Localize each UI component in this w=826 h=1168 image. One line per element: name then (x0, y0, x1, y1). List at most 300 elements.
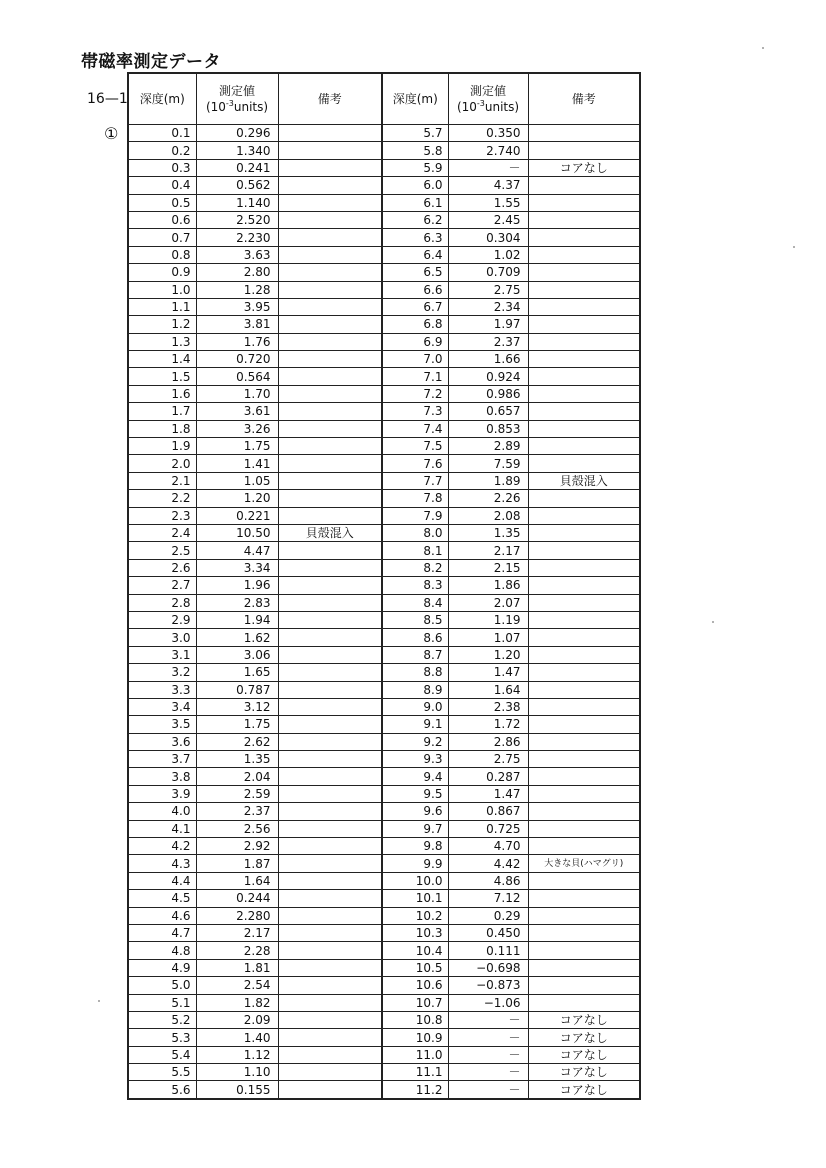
note-cell (278, 142, 382, 159)
note-cell (278, 1081, 382, 1099)
value-cell: 1.82 (196, 994, 278, 1011)
note-cell (278, 733, 382, 750)
value-cell: −0.873 (448, 977, 528, 994)
note-cell (528, 611, 640, 628)
value-cell: 1.62 (196, 629, 278, 646)
note-cell (528, 177, 640, 194)
depth-cell: 5.8 (382, 142, 448, 159)
depth-cell: 4.4 (128, 872, 196, 889)
note-cell (278, 594, 382, 611)
value-cell: 0.296 (196, 125, 278, 142)
depth-cell: 6.8 (382, 316, 448, 333)
note-cell (278, 246, 382, 263)
note-cell (528, 142, 640, 159)
scan-speck (98, 1000, 100, 1002)
value-cell: 2.37 (448, 333, 528, 350)
header-depth-left: 深度(m) (128, 73, 196, 125)
note-cell (278, 890, 382, 907)
depth-cell: 9.7 (382, 820, 448, 837)
depth-cell: 0.3 (128, 159, 196, 176)
depth-cell: 8.8 (382, 664, 448, 681)
depth-cell: 3.0 (128, 629, 196, 646)
note-cell (278, 298, 382, 315)
depth-cell: 6.2 (382, 211, 448, 228)
table-row (128, 333, 640, 350)
value-cell: 0.29 (448, 907, 528, 924)
value-cell: 1.75 (196, 716, 278, 733)
depth-cell: 9.8 (382, 838, 448, 855)
depth-cell: 4.8 (128, 942, 196, 959)
value-cell: 2.17 (448, 542, 528, 559)
value-cell: 1.47 (448, 785, 528, 802)
table-row (128, 1046, 640, 1063)
note-cell (528, 803, 640, 820)
depth-cell: 4.2 (128, 838, 196, 855)
value-cell: 3.34 (196, 559, 278, 576)
value-cell: 0.350 (448, 125, 528, 142)
table-row (128, 942, 640, 959)
value-cell: 1.55 (448, 194, 528, 211)
value-cell: 1.20 (196, 490, 278, 507)
depth-cell: 6.9 (382, 333, 448, 350)
value-cell: 1.75 (196, 438, 278, 455)
depth-cell: 1.1 (128, 298, 196, 315)
value-cell: 2.86 (448, 733, 528, 750)
value-cell: － (448, 1011, 528, 1028)
note-cell (278, 611, 382, 628)
depth-cell: 0.8 (128, 246, 196, 263)
table-row (128, 785, 640, 802)
depth-cell: 1.2 (128, 316, 196, 333)
depth-cell: 3.3 (128, 681, 196, 698)
depth-cell: 5.1 (128, 994, 196, 1011)
note-cell (278, 438, 382, 455)
note-cell (278, 490, 382, 507)
depth-cell: 10.2 (382, 907, 448, 924)
note-cell: コアなし (528, 159, 640, 176)
note-cell: コアなし (528, 1029, 640, 1046)
table-row (128, 316, 640, 333)
note-cell (278, 751, 382, 768)
depth-cell: 4.1 (128, 820, 196, 837)
note-cell: 貝殻混入 (278, 524, 382, 541)
note-cell: コアなし (528, 1046, 640, 1063)
depth-cell: 10.4 (382, 942, 448, 959)
table-row (128, 455, 640, 472)
table-row (128, 594, 640, 611)
value-cell: 1.05 (196, 472, 278, 489)
note-cell (528, 333, 640, 350)
value-cell: 3.63 (196, 246, 278, 263)
depth-cell: 1.9 (128, 438, 196, 455)
note-cell (528, 977, 640, 994)
note-cell (528, 907, 640, 924)
value-cell: 0.111 (448, 942, 528, 959)
note-cell (528, 524, 640, 541)
table-row (128, 872, 640, 889)
table-row (128, 298, 640, 315)
depth-cell: 2.4 (128, 524, 196, 541)
header-value-left (196, 73, 278, 125)
note-cell (528, 438, 640, 455)
value-cell: 3.95 (196, 298, 278, 315)
note-cell (278, 559, 382, 576)
note-cell (278, 820, 382, 837)
depth-cell: 3.1 (128, 646, 196, 663)
note-cell (278, 403, 382, 420)
value-cell: 0.562 (196, 177, 278, 194)
value-cell: 4.70 (448, 838, 528, 855)
value-cell: 1.35 (196, 751, 278, 768)
note-cell (528, 298, 640, 315)
value-cell: 1.02 (448, 246, 528, 263)
depth-cell: 3.2 (128, 664, 196, 681)
depth-cell: 2.6 (128, 559, 196, 576)
table-row (128, 890, 640, 907)
value-cell: 2.54 (196, 977, 278, 994)
note-cell (528, 959, 640, 976)
table-row (128, 577, 640, 594)
note-cell (278, 194, 382, 211)
depth-cell: 5.6 (128, 1081, 196, 1099)
header-value-unit-post: units) (484, 100, 520, 114)
depth-cell: 8.9 (382, 681, 448, 698)
value-cell: 0.221 (196, 507, 278, 524)
note-cell (278, 768, 382, 785)
depth-cell: 2.1 (128, 472, 196, 489)
scan-speck (762, 47, 764, 49)
note-cell (278, 1011, 382, 1028)
table-row (128, 733, 640, 750)
depth-cell: 1.0 (128, 281, 196, 298)
table-row (128, 820, 640, 837)
value-cell: 1.07 (448, 629, 528, 646)
value-cell: 1.20 (448, 646, 528, 663)
note-cell: 大きな貝(ハマグリ) (528, 855, 640, 872)
table-row (128, 629, 640, 646)
note-cell (528, 507, 640, 524)
depth-cell: 8.2 (382, 559, 448, 576)
depth-cell: 3.5 (128, 716, 196, 733)
header-value-unit-exp: -3 (225, 99, 234, 108)
value-cell: 1.66 (448, 351, 528, 368)
note-cell (528, 316, 640, 333)
table-row (128, 1064, 640, 1081)
value-cell: 1.47 (448, 664, 528, 681)
value-cell: 3.81 (196, 316, 278, 333)
note-cell (278, 368, 382, 385)
value-cell: － (448, 1064, 528, 1081)
note-cell: コアなし (528, 1081, 640, 1099)
value-cell: － (448, 1046, 528, 1063)
table-row (128, 924, 640, 941)
scan-speck (793, 246, 795, 248)
depth-cell: 5.3 (128, 1029, 196, 1046)
depth-cell: 3.6 (128, 733, 196, 750)
note-cell (528, 194, 640, 211)
value-cell: 1.140 (196, 194, 278, 211)
value-cell: 1.19 (448, 611, 528, 628)
header-depth-right: 深度(m) (382, 73, 448, 125)
note-cell (278, 803, 382, 820)
table-row (128, 420, 640, 437)
table-row (128, 229, 640, 246)
note-cell (278, 942, 382, 959)
note-cell (528, 820, 640, 837)
depth-cell: 10.0 (382, 872, 448, 889)
table-row (128, 1011, 640, 1028)
depth-cell: 6.7 (382, 298, 448, 315)
depth-cell: 9.4 (382, 768, 448, 785)
depth-cell: 1.7 (128, 403, 196, 420)
value-cell: 2.75 (448, 281, 528, 298)
note-cell (278, 1046, 382, 1063)
note-cell (278, 316, 382, 333)
depth-cell: 10.1 (382, 890, 448, 907)
note-cell (528, 872, 640, 889)
note-cell (528, 542, 640, 559)
depth-cell: 5.7 (382, 125, 448, 142)
value-cell: 2.62 (196, 733, 278, 750)
sample-number: ① (104, 124, 119, 143)
header-value-label: 測定値 (218, 84, 255, 98)
depth-cell: 0.6 (128, 211, 196, 228)
depth-cell: 0.7 (128, 229, 196, 246)
value-cell: 1.64 (196, 872, 278, 889)
table-row (128, 524, 640, 541)
value-cell: － (448, 1081, 528, 1099)
depth-cell: 0.9 (128, 264, 196, 281)
depth-cell: 2.5 (128, 542, 196, 559)
value-cell: 2.34 (448, 298, 528, 315)
table-row (128, 542, 640, 559)
note-cell (278, 977, 382, 994)
note-cell (528, 368, 640, 385)
value-cell: 0.725 (448, 820, 528, 837)
note-cell (278, 385, 382, 402)
depth-cell: 9.9 (382, 855, 448, 872)
value-cell: 2.92 (196, 838, 278, 855)
table-row (128, 351, 640, 368)
depth-cell: 1.6 (128, 385, 196, 402)
depth-cell: 0.1 (128, 125, 196, 142)
note-cell (528, 890, 640, 907)
table-row (128, 768, 640, 785)
value-cell: 2.08 (448, 507, 528, 524)
note-cell (278, 629, 382, 646)
depth-cell: 4.7 (128, 924, 196, 941)
value-cell: 0.787 (196, 681, 278, 698)
value-cell: 1.87 (196, 855, 278, 872)
page-title: 帯磁率測定データ (81, 52, 221, 72)
depth-cell: 9.3 (382, 751, 448, 768)
table-row (128, 716, 640, 733)
note-cell (528, 646, 640, 663)
table-row (128, 472, 640, 489)
value-cell: 2.230 (196, 229, 278, 246)
table-row (128, 507, 640, 524)
table-row (128, 125, 640, 142)
value-cell: 2.37 (196, 803, 278, 820)
header-value-unit-exp: -3 (476, 99, 485, 108)
table-row (128, 664, 640, 681)
note-cell (278, 681, 382, 698)
value-cell: 2.04 (196, 768, 278, 785)
note-cell (528, 594, 640, 611)
depth-cell: 3.9 (128, 785, 196, 802)
depth-cell: 8.0 (382, 524, 448, 541)
table-row (128, 194, 640, 211)
depth-cell: 7.4 (382, 420, 448, 437)
table-row (128, 855, 640, 872)
value-cell: 2.75 (448, 751, 528, 768)
value-cell: 1.28 (196, 281, 278, 298)
depth-cell: 5.2 (128, 1011, 196, 1028)
value-cell: 3.26 (196, 420, 278, 437)
depth-cell: 7.9 (382, 507, 448, 524)
table-row (128, 959, 640, 976)
note-cell (278, 281, 382, 298)
value-cell: 0.709 (448, 264, 528, 281)
value-cell: 2.15 (448, 559, 528, 576)
value-cell: 2.56 (196, 820, 278, 837)
value-cell: 2.09 (196, 1011, 278, 1028)
table-row (128, 142, 640, 159)
depth-cell: 6.1 (382, 194, 448, 211)
note-cell (528, 420, 640, 437)
note-cell (278, 577, 382, 594)
header-note-left: 備考 (278, 73, 382, 125)
note-cell (528, 211, 640, 228)
note-cell (278, 264, 382, 281)
depth-cell: 9.0 (382, 698, 448, 715)
value-cell: － (448, 1029, 528, 1046)
value-cell: 4.47 (196, 542, 278, 559)
note-cell (278, 994, 382, 1011)
value-cell: 1.76 (196, 333, 278, 350)
note-cell (528, 403, 640, 420)
value-cell: 1.81 (196, 959, 278, 976)
value-cell: 1.40 (196, 1029, 278, 1046)
note-cell (278, 907, 382, 924)
value-cell: 0.304 (448, 229, 528, 246)
note-cell (528, 351, 640, 368)
value-cell: 2.520 (196, 211, 278, 228)
value-cell: 0.657 (448, 403, 528, 420)
table-row (128, 159, 640, 176)
value-cell: 1.12 (196, 1046, 278, 1063)
depth-cell: 5.0 (128, 977, 196, 994)
note-cell (278, 211, 382, 228)
table-row (128, 994, 640, 1011)
note-cell (278, 924, 382, 941)
note-cell (528, 838, 640, 855)
depth-cell: 4.0 (128, 803, 196, 820)
table-row (128, 1029, 640, 1046)
scan-speck (712, 621, 714, 623)
value-cell: 2.28 (196, 942, 278, 959)
depth-cell: 7.7 (382, 472, 448, 489)
depth-cell: 1.8 (128, 420, 196, 437)
value-cell: － (448, 159, 528, 176)
note-cell (278, 507, 382, 524)
value-cell: 0.287 (448, 768, 528, 785)
value-cell: 2.83 (196, 594, 278, 611)
depth-cell: 0.5 (128, 194, 196, 211)
note-cell (278, 472, 382, 489)
note-cell (528, 698, 640, 715)
note-cell (528, 125, 640, 142)
depth-cell: 9.1 (382, 716, 448, 733)
table-row (128, 907, 640, 924)
table-row (128, 698, 640, 715)
depth-cell: 11.2 (382, 1081, 448, 1099)
depth-cell: 9.2 (382, 733, 448, 750)
depth-cell: 9.5 (382, 785, 448, 802)
susceptibility-table (127, 72, 641, 1100)
depth-cell: 2.2 (128, 490, 196, 507)
note-cell (278, 1029, 382, 1046)
depth-cell: 10.6 (382, 977, 448, 994)
table-row (128, 490, 640, 507)
note-cell (528, 577, 640, 594)
value-cell: 1.94 (196, 611, 278, 628)
note-cell (528, 785, 640, 802)
value-cell: 1.41 (196, 455, 278, 472)
table-row (128, 246, 640, 263)
depth-cell: 2.0 (128, 455, 196, 472)
depth-cell: 8.6 (382, 629, 448, 646)
value-cell: 0.244 (196, 890, 278, 907)
note-cell (528, 751, 640, 768)
value-cell: 2.280 (196, 907, 278, 924)
note-cell (528, 629, 640, 646)
value-cell: 1.70 (196, 385, 278, 402)
value-cell: 1.97 (448, 316, 528, 333)
value-cell: 1.10 (196, 1064, 278, 1081)
value-cell: 4.86 (448, 872, 528, 889)
value-cell: −1.06 (448, 994, 528, 1011)
value-cell: 1.340 (196, 142, 278, 159)
value-cell: 0.155 (196, 1081, 278, 1099)
note-cell (278, 159, 382, 176)
depth-cell: 1.4 (128, 351, 196, 368)
depth-cell: 6.3 (382, 229, 448, 246)
note-cell (278, 177, 382, 194)
note-cell (278, 1064, 382, 1081)
depth-cell: 2.9 (128, 611, 196, 628)
table-row (128, 646, 640, 663)
value-cell: 1.96 (196, 577, 278, 594)
depth-cell: 3.8 (128, 768, 196, 785)
value-cell: −0.698 (448, 959, 528, 976)
depth-cell: 4.3 (128, 855, 196, 872)
table-row (128, 803, 640, 820)
depth-cell: 3.7 (128, 751, 196, 768)
note-cell (278, 698, 382, 715)
note-cell (528, 681, 640, 698)
note-cell (528, 385, 640, 402)
value-cell: 1.86 (448, 577, 528, 594)
note-cell (278, 351, 382, 368)
value-cell: 3.12 (196, 698, 278, 715)
value-cell: 7.59 (448, 455, 528, 472)
value-cell: 2.740 (448, 142, 528, 159)
note-cell (278, 872, 382, 889)
note-cell (278, 838, 382, 855)
note-cell (528, 716, 640, 733)
note-cell: コアなし (528, 1011, 640, 1028)
